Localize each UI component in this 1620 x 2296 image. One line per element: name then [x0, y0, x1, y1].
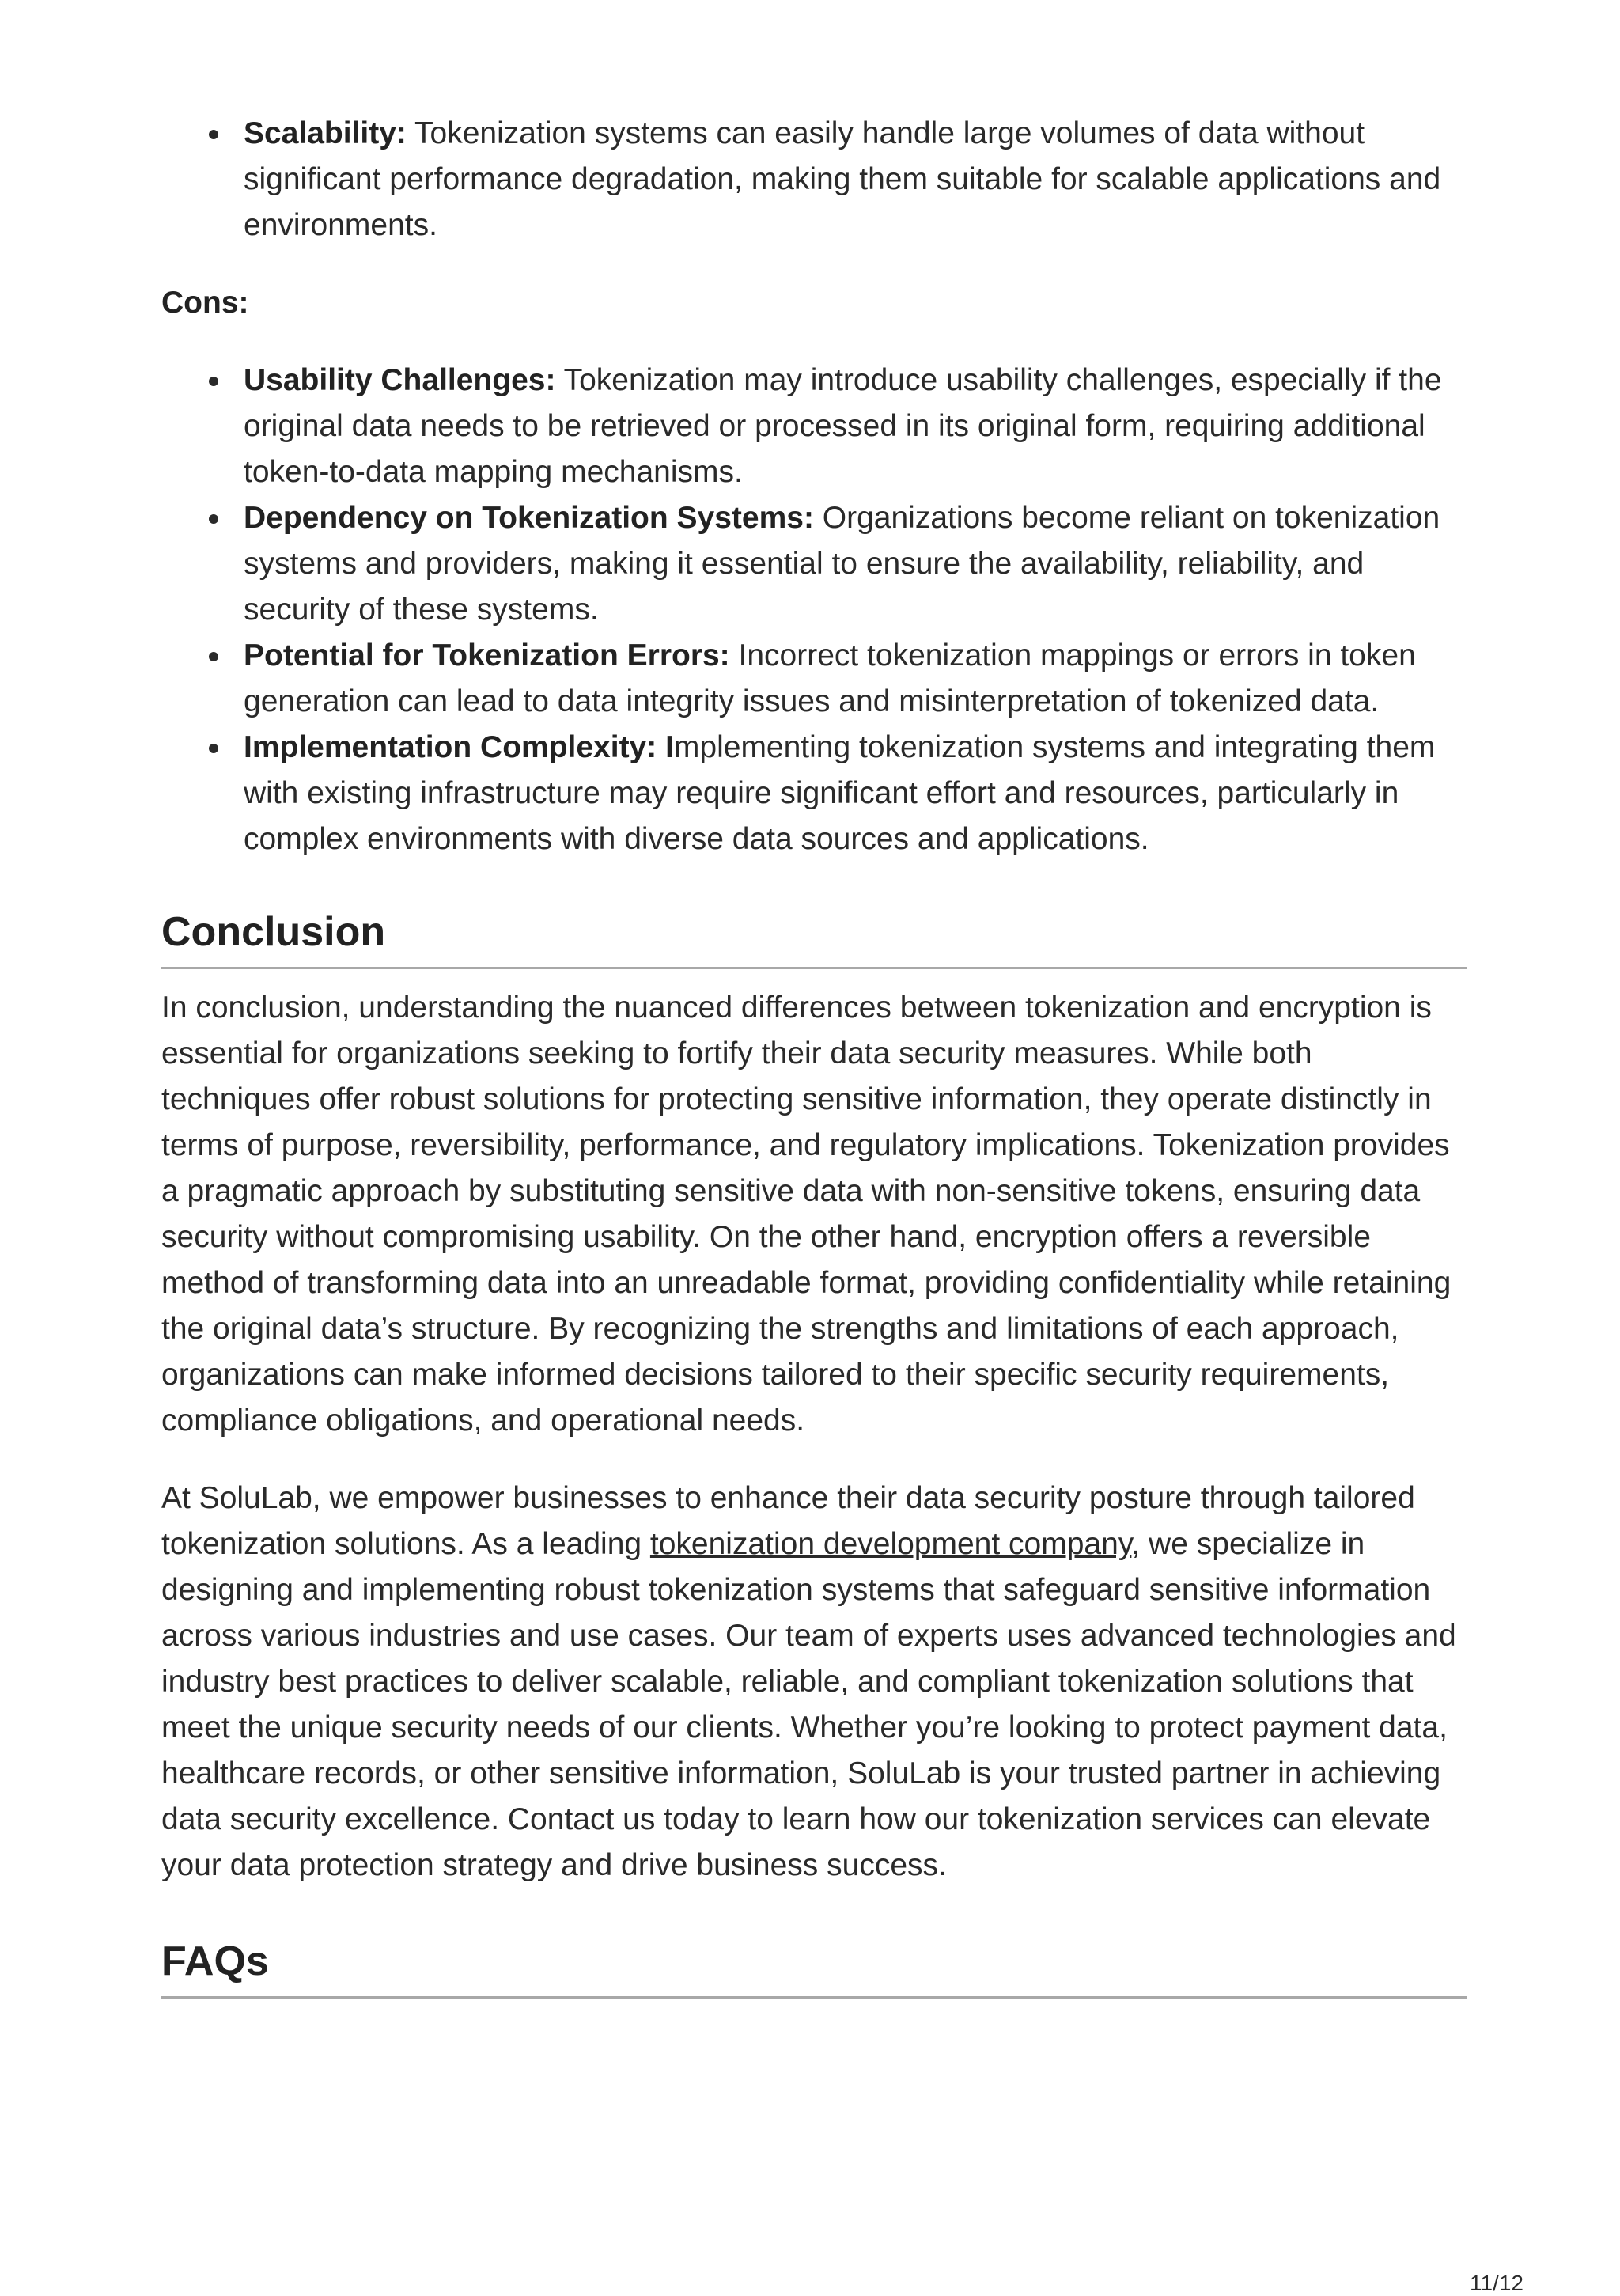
- list-item: [244, 111, 1467, 248]
- list-item-text: Organizations become reliant on tokenization systems and providers, making it essential to ensure the availability, reliability, and security of these systems.: [244, 501, 1440, 627]
- cons-list: [161, 358, 1467, 862]
- document-page: [161, 111, 1467, 1999]
- pros-list: [161, 111, 1467, 248]
- list-item-text: mplementing tokenization systems and integrating them with existing infrastructure may require significant effort and resources, particularly in complex environments with diverse data sources and applications.: [244, 730, 1436, 856]
- conclusion-heading: Conclusion: [161, 907, 1467, 969]
- list-item-text: Tokenization may introduce usability challenges, especially if the original data needs to be retrieved or processed in its original form, requiring additional token-to-data mapping mechanisms.: [244, 363, 1442, 489]
- list-item: [244, 358, 1467, 495]
- paragraph-text: , we specialize in designing and implementing robust tokenization systems that safeguard sensitive information across various industries and use cases. Our team of experts uses advanced technologies and industry best practices to deliver scalable, reliable, and compliant tokenization solutions that meet the unique security needs of our clients. Whether you’re looking to protect payment data, healthcare records, or other sensitive information, SoluLab is your trusted partner in achieving data security excellence. Contact us today to learn how our tokenization services can elevate your data protection strategy and drive business success.: [161, 1527, 1456, 1882]
- list-item-text: Incorrect tokenization mappings or errors in token generation can lead to data integrity issues and misinterpretation of tokenized data.: [244, 638, 1416, 718]
- list-item: [244, 725, 1467, 862]
- list-item-title: Potential for Tokenization Errors:: [244, 638, 730, 673]
- faqs-heading: FAQs: [161, 1936, 1467, 1999]
- list-item-text: Tokenization systems can easily handle large volumes of data without significant performance degradation, making them suitable for scalable applications and environments.: [244, 116, 1441, 242]
- list-item-title: Implementation Complexity: I: [244, 730, 674, 764]
- conclusion-paragraph-2: [161, 1476, 1467, 1889]
- list-item: [244, 633, 1467, 725]
- tokenization-company-link[interactable]: tokenization development company: [649, 1527, 1132, 1561]
- list-item-title: Dependency on Tokenization Systems:: [244, 501, 814, 535]
- list-item-title: Usability Challenges:: [244, 363, 556, 397]
- list-item: [244, 495, 1467, 633]
- paragraph-text: At SoluLab, we empower businesses to enhance their data security posture through tailored tokenization solutions. As a leading: [161, 1481, 1415, 1561]
- conclusion-paragraph-1: In conclusion, understanding the nuanced differences between tokenization and encryption is essential for organizations seeking to fortify their data security measures. While both techniques offer robust solutions for protecting sensitive information, they operate distinctly in terms of purpose, reversibility, performance, and regulatory implications. Tokenization provides a pragmatic approach by substituting sensitive data with non-sensitive tokens, ensuring data security without compromising usability. On the other hand, encryption offers a reversible method of transforming data into an unreadable format, providing confidentiality while retaining the original data’s structure. By recognizing the strengths and limitations of each approach, organizations can make informed decisions tailored to their specific security requirements, compliance obligations, and operational needs.: [161, 991, 1452, 1438]
- cons-label: Cons:: [161, 286, 249, 320]
- page-number: 11/12: [1470, 2271, 1523, 2295]
- list-item-title: Scalability:: [244, 116, 407, 150]
